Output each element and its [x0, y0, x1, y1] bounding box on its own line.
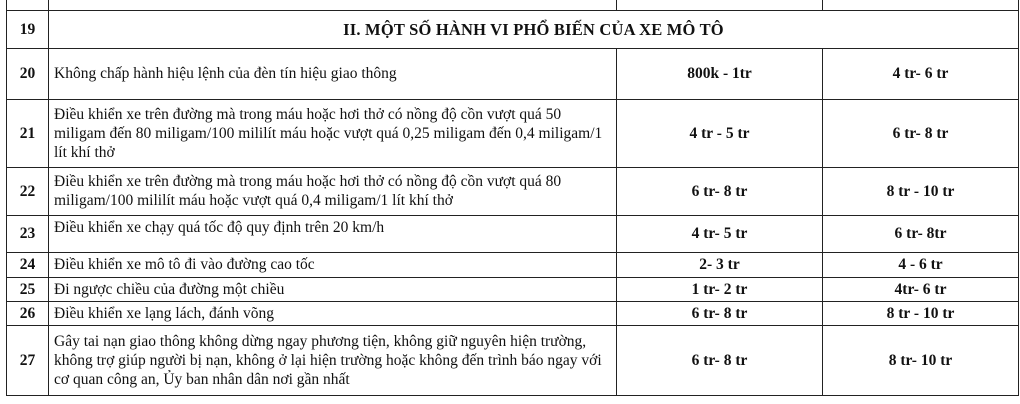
table-row	[7, 99, 1019, 167]
fines-table	[6, 0, 1019, 396]
fine-min: 6 tr- 8 tr	[617, 167, 823, 215]
violation-description: Điều khiển xe trên đường mà trong máu hoặc hơi thở có nồng độ cồn vượt quá 50 miligam đến 80 miligam/100 mililít máu hoặc vượt quá 0,25 miligam đến 0,4 miligam/1 lít khí thở	[49, 99, 617, 167]
row-number: 22	[7, 167, 49, 215]
fine-min: 2- 3 tr	[617, 252, 823, 277]
fine-max: 4 tr- 6 tr	[823, 48, 1019, 99]
table-row	[7, 252, 1019, 277]
stub-cell	[617, 0, 823, 10]
fine-min: 6 tr- 8 tr	[617, 301, 823, 325]
previous-row-stub	[7, 0, 1019, 10]
row-number: 24	[7, 252, 49, 277]
row-number: 21	[7, 99, 49, 167]
violation-description: Điều khiển xe chạy quá tốc độ quy định trên 20 km/h	[49, 215, 617, 252]
fine-max: 6 tr- 8tr	[823, 215, 1019, 252]
stub-cell	[49, 0, 617, 10]
violation-description: Không chấp hành hiệu lệnh của đèn tín hiệu giao thông	[49, 48, 617, 99]
fine-max: 8 tr - 10 tr	[823, 167, 1019, 215]
fine-max: 8 tr - 10 tr	[823, 301, 1019, 325]
row-number: 27	[7, 325, 49, 395]
row-number: 25	[7, 277, 49, 301]
violation-description: Đi ngược chiều của đường một chiều	[49, 277, 617, 301]
table-row	[7, 277, 1019, 301]
violation-description: Điều khiển xe lạng lách, đánh võng	[49, 301, 617, 325]
table-row	[7, 167, 1019, 215]
row-number: 19	[7, 10, 49, 48]
fine-max: 4tr- 6 tr	[823, 277, 1019, 301]
row-number: 23	[7, 215, 49, 252]
fine-min: 4 tr - 5 tr	[617, 99, 823, 167]
stub-cell	[7, 0, 49, 10]
fine-max: 4 - 6 tr	[823, 252, 1019, 277]
fine-max: 6 tr- 8 tr	[823, 99, 1019, 167]
violation-description: Gây tai nạn giao thông không dừng ngay phương tiện, không giữ nguyên hiện trường, không trợ giúp người bị nạn, không ở lại hiện trường hoặc không đến trình báo ngay với cơ quan công an, Ủy ban nhân dân nơi gần nhất	[49, 325, 617, 395]
section-header-row	[7, 10, 1019, 48]
fine-min: 1 tr- 2 tr	[617, 277, 823, 301]
table-row	[7, 325, 1019, 395]
stub-cell	[823, 0, 1019, 10]
row-number: 20	[7, 48, 49, 99]
section-title: II. MỘT SỐ HÀNH VI PHỔ BIẾN CỦA XE MÔ TÔ	[49, 10, 1019, 48]
table-row	[7, 215, 1019, 252]
fine-min: 6 tr- 8 tr	[617, 325, 823, 395]
fine-max: 8 tr- 10 tr	[823, 325, 1019, 395]
violation-description: Điều khiển xe trên đường mà trong máu hoặc hơi thở có nồng độ cồn vượt quá 80 miligam/100 mililít máu hoặc vượt quá 0,4 miligam/1 lít khí thở	[49, 167, 617, 215]
fine-min: 4 tr- 5 tr	[617, 215, 823, 252]
table-row	[7, 48, 1019, 99]
table-row	[7, 301, 1019, 325]
row-number: 26	[7, 301, 49, 325]
violation-description: Điều khiển xe mô tô đi vào đường cao tốc	[49, 252, 617, 277]
fine-min: 800k - 1tr	[617, 48, 823, 99]
